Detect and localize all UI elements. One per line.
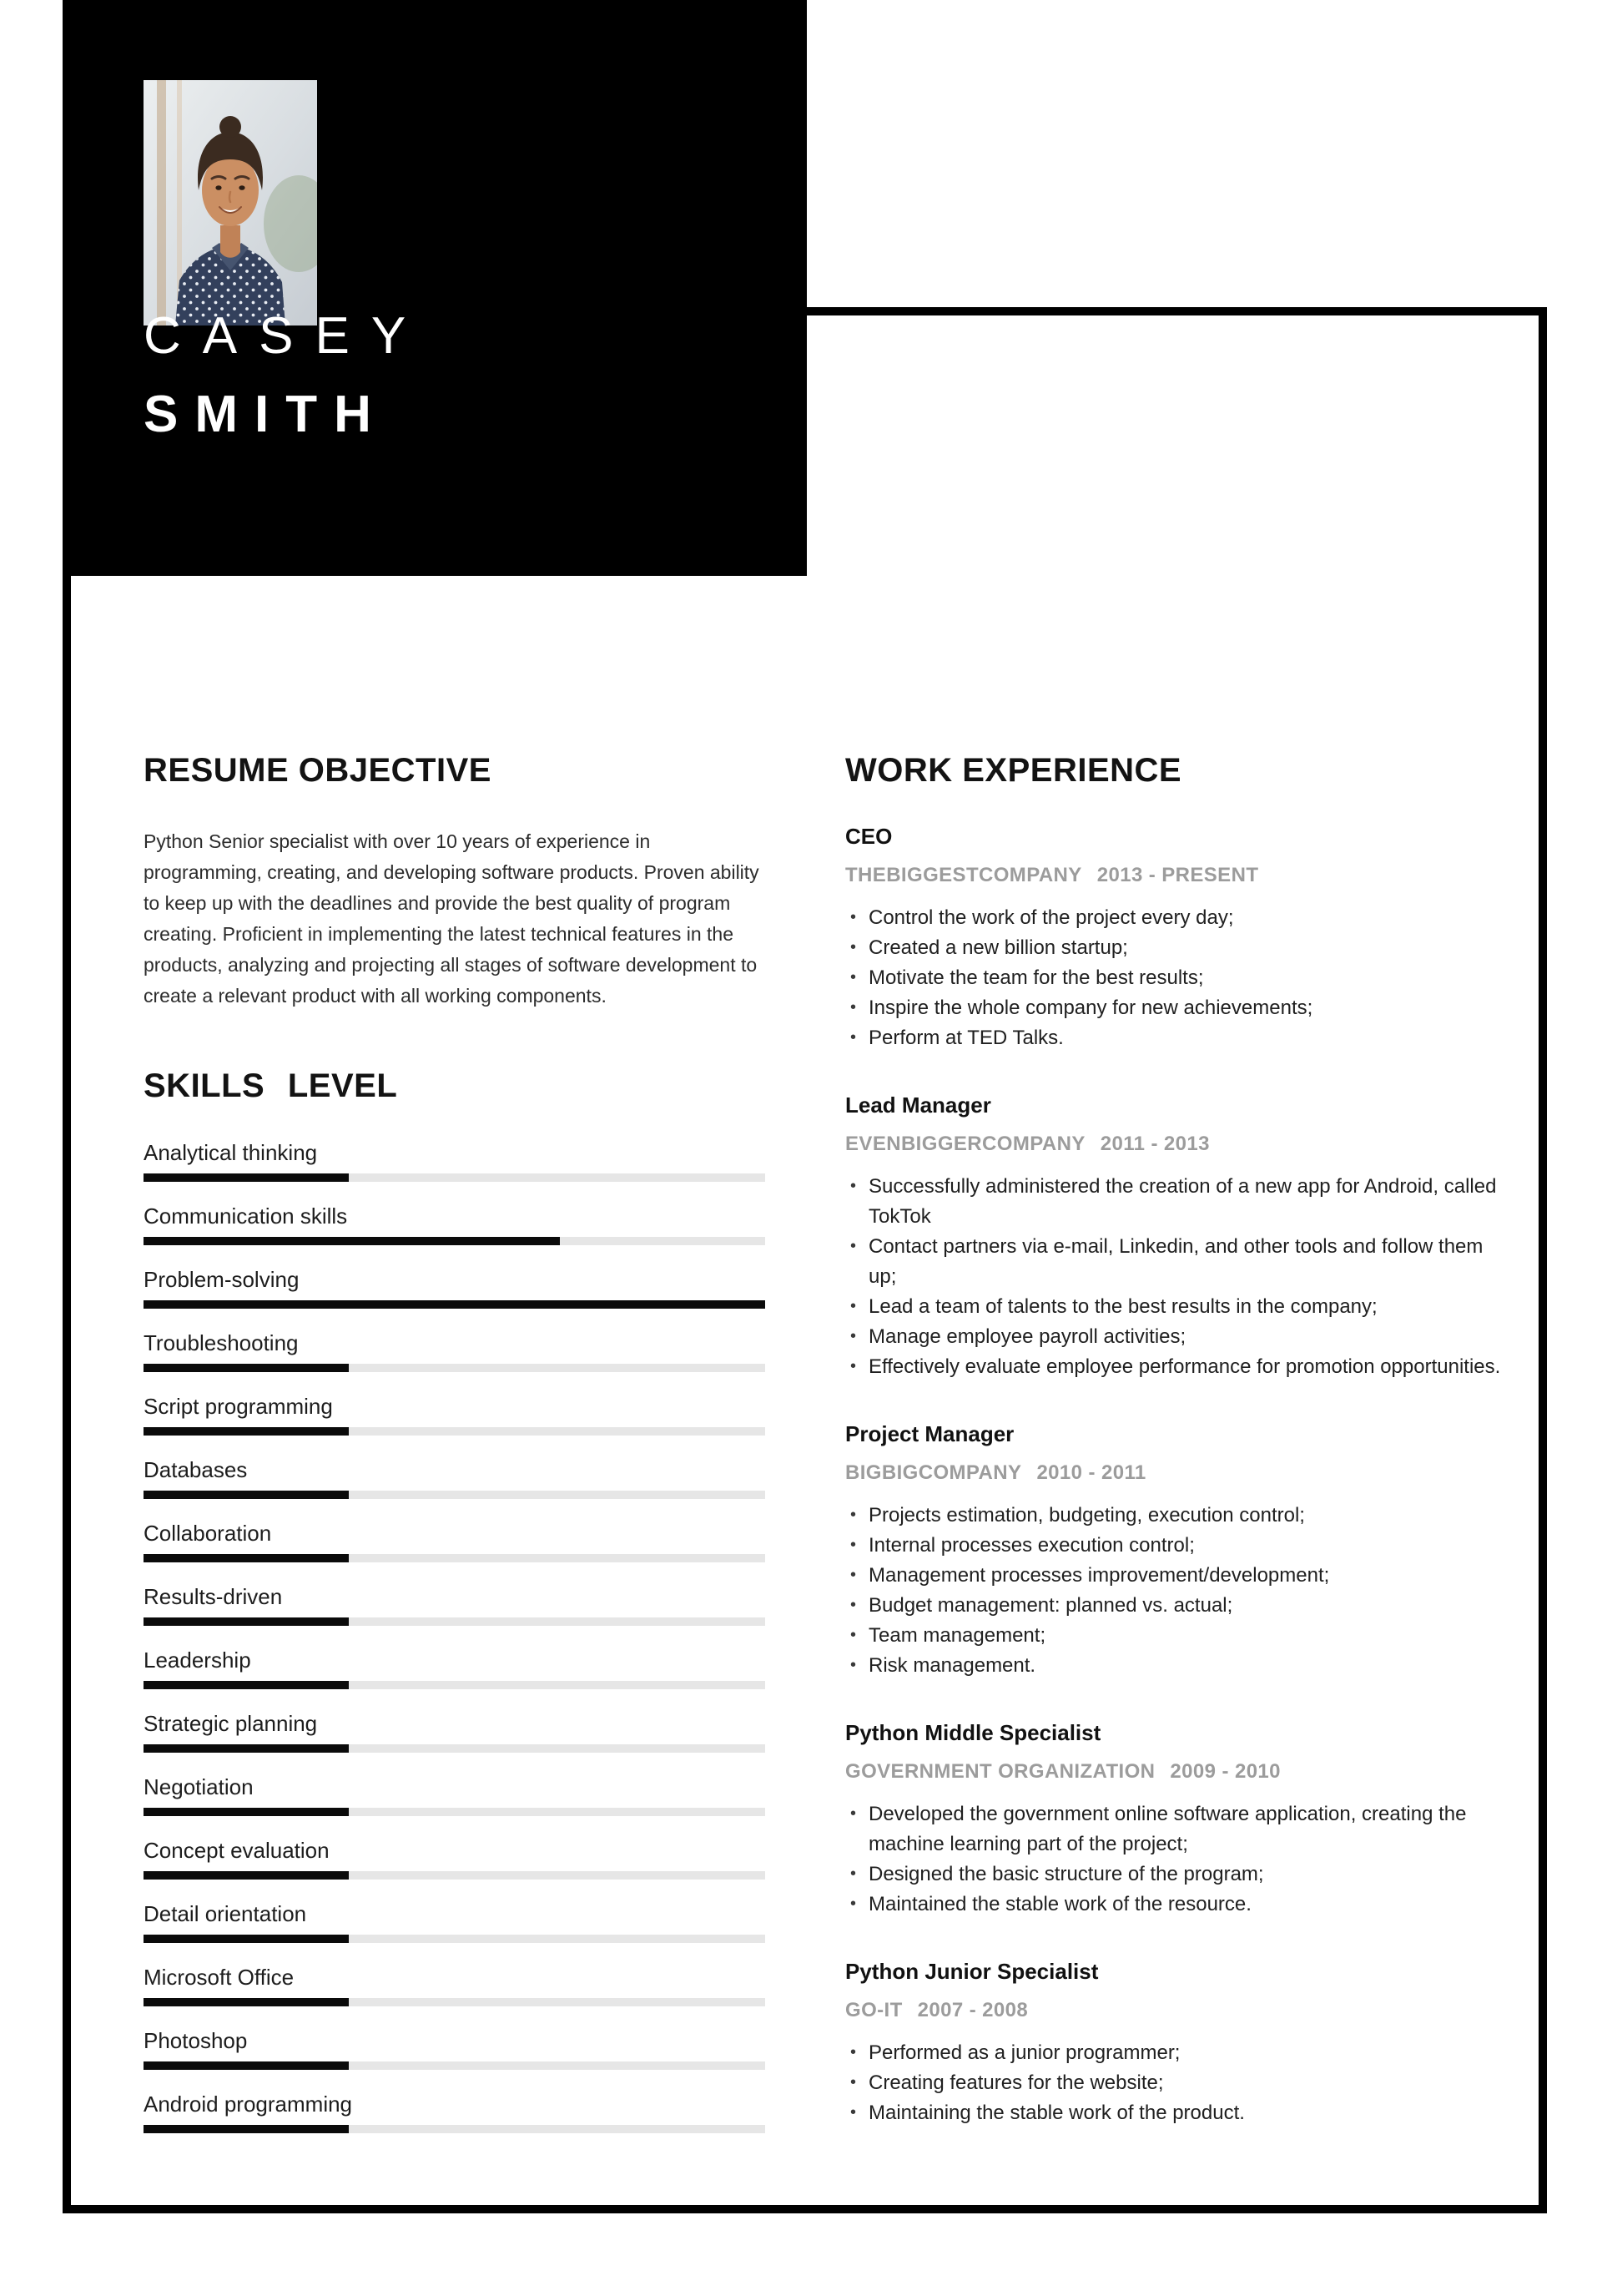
- skill-label: Analytical thinking: [144, 1140, 318, 1165]
- objective-text: Python Senior specialist with over 10 years of experience in programming, creating, and developing software products. Proven ability to keep up with the deadlines and provide the best quality of program creating. Proficient in implementing the latest technical features in the products, analyzing and projecting all stages of software development to create a relevant product with all working components.: [144, 830, 759, 1007]
- skill-bar-track: [144, 1491, 765, 1499]
- job-role: Python Junior Specialist: [845, 1959, 1099, 1984]
- bullet-dot-icon: •: [850, 1596, 857, 1614]
- profile-photo: [144, 80, 317, 325]
- skill-bar-track: [144, 1300, 765, 1309]
- job-bullet: [845, 1591, 1504, 1621]
- skill-row: [144, 1330, 765, 1372]
- job-period: 2010 - 2011: [1036, 1461, 1146, 1484]
- job-bullet-text: Manage employee payroll activities;: [869, 1325, 1186, 1348]
- bullet-dot-icon: •: [850, 1177, 857, 1195]
- job-bullet: [845, 1292, 1504, 1322]
- skill-label: Microsoft Office: [144, 1965, 295, 1990]
- skill-label: Communication skills: [144, 1204, 348, 1229]
- skill-bar-track: [144, 1554, 765, 1562]
- skill-row: [144, 1584, 765, 1626]
- skill-bar-fill: [144, 1427, 349, 1436]
- skill-bar-track: [144, 2061, 765, 2070]
- skill-bar-track: [144, 1173, 765, 1182]
- right-column: [845, 751, 1504, 2128]
- job-bullet: [845, 933, 1504, 963]
- job-bullet-text: Control the work of the project every day;: [869, 906, 1234, 929]
- skill-bar-track: [144, 1744, 765, 1753]
- job-bullet-text: Effectively evaluate employee performance for promotion opportunities.: [869, 1355, 1501, 1378]
- bullet-dot-icon: •: [850, 2073, 857, 2092]
- bullet-dot-icon: •: [850, 1028, 857, 1047]
- profile-photo-illustration: [144, 80, 317, 325]
- job-bullet: [845, 1232, 1504, 1292]
- skill-bar-fill: [144, 1554, 349, 1562]
- skill-bar-track: [144, 1364, 765, 1372]
- bullet-dot-icon: •: [850, 1566, 857, 1584]
- skill-bar-fill: [144, 1998, 349, 2006]
- job-bullet-text: Inspire the whole company for new achievements;: [869, 997, 1313, 1019]
- skill-bar-fill: [144, 1300, 765, 1309]
- skill-bar-fill: [144, 1237, 560, 1245]
- bullet-dot-icon: •: [850, 1237, 857, 1255]
- job-period: 2011 - 2013: [1100, 1133, 1210, 1155]
- job-bullet: [845, 1172, 1504, 1232]
- skill-bar-track: [144, 1871, 765, 1880]
- skill-bar-fill: [144, 1491, 349, 1499]
- bullet-dot-icon: •: [850, 1865, 857, 1883]
- job-company-line: [845, 1998, 1504, 2023]
- skill-bar-fill: [144, 1871, 349, 1880]
- job-bullet-text: Internal processes execution control;: [869, 1534, 1195, 1557]
- job-entry: [845, 1958, 1504, 2128]
- job-bullet: [845, 1501, 1504, 1531]
- skill-bar-track: [144, 1808, 765, 1816]
- job-bullets: [845, 1172, 1504, 1382]
- job-entry: [845, 1092, 1504, 1382]
- job-bullet: [845, 2038, 1504, 2068]
- skill-row: [144, 1774, 765, 1816]
- job-company-line: [845, 1132, 1504, 1157]
- job-company-line: [845, 1759, 1504, 1784]
- job-bullets: [845, 1501, 1504, 1681]
- job-bullet: [845, 1621, 1504, 1651]
- bullet-dot-icon: •: [850, 1357, 857, 1375]
- bullet-dot-icon: •: [850, 2103, 857, 2122]
- bullet-dot-icon: •: [850, 1536, 857, 1554]
- bullet-dot-icon: •: [850, 1506, 857, 1524]
- job-bullet: [845, 1322, 1504, 1352]
- job-bullet: [845, 963, 1504, 993]
- skill-row: [144, 1965, 765, 2006]
- skill-bar-track: [144, 2125, 765, 2133]
- skill-label: Results-driven: [144, 1584, 283, 1609]
- job-bullet: [845, 1531, 1504, 1561]
- bullet-dot-icon: •: [850, 1804, 857, 1823]
- job-period: 2007 - 2008: [917, 1999, 1029, 2021]
- last-name: SMITH: [144, 386, 388, 443]
- job-bullet-text: Performed as a junior programmer;: [869, 2041, 1181, 2064]
- objective-title: RESUME OBJECTIVE: [144, 752, 491, 789]
- job-bullet-text: Perform at TED Talks.: [869, 1027, 1064, 1049]
- skill-bar-track: [144, 1237, 765, 1245]
- job-bullet: [845, 1561, 1504, 1591]
- skill-bar-track: [144, 1998, 765, 2006]
- skill-label: Concept evaluation: [144, 1838, 330, 1863]
- skill-bar-track: [144, 1427, 765, 1436]
- job-bullet: [845, 2098, 1504, 2128]
- job-bullet-text: Maintaining the stable work of the product.: [869, 2102, 1245, 2124]
- bullet-dot-icon: •: [850, 908, 857, 926]
- job-bullet-text: Created a new billion startup;: [869, 936, 1128, 959]
- jobs-list: [845, 823, 1504, 2128]
- skill-bar-track: [144, 1935, 765, 1943]
- job-bullets: [845, 1799, 1504, 1920]
- job-role: CEO: [845, 824, 893, 849]
- bullet-dot-icon: •: [850, 1656, 857, 1674]
- skill-bar-fill: [144, 1617, 349, 1626]
- bullet-dot-icon: •: [850, 1327, 857, 1345]
- bullet-dot-icon: •: [850, 2043, 857, 2061]
- header-block: [63, 0, 807, 576]
- job-bullet: [845, 1352, 1504, 1382]
- job-company: THEBIGGESTCOMPANY: [845, 864, 1082, 886]
- job-bullet-text: Risk management.: [869, 1654, 1036, 1677]
- skills-title: SKILLS LEVEL: [144, 1067, 398, 1104]
- job-period: 2013 - PRESENT: [1096, 864, 1259, 886]
- job-bullet-text: Lead a team of talents to the best results in the company;: [869, 1295, 1378, 1318]
- job-bullet: [845, 1651, 1504, 1681]
- skill-bar-fill: [144, 1173, 349, 1182]
- skill-label: Android programming: [144, 2092, 353, 2117]
- skill-row: [144, 1457, 765, 1499]
- job-role: Project Manager: [845, 1421, 1015, 1446]
- job-entry: [845, 1719, 1504, 1920]
- job-period: 2009 - 2010: [1170, 1760, 1281, 1783]
- skill-bar-fill: [144, 1744, 349, 1753]
- job-bullet-text: Maintained the stable work of the resource.: [869, 1893, 1252, 1915]
- skill-bar-fill: [144, 2125, 349, 2133]
- job-bullet: [845, 1890, 1504, 1920]
- skill-bar-fill: [144, 2061, 349, 2070]
- skill-row: [144, 1140, 765, 1182]
- job-company-line: [845, 863, 1504, 888]
- job-company: EVENBIGGERCOMPANY: [845, 1133, 1086, 1155]
- skill-label: Script programming: [144, 1394, 333, 1419]
- skills-list: [144, 1140, 765, 2133]
- job-bullet-text: Developed the government online software application, creating the machine learning part of the project;: [869, 1803, 1467, 1855]
- job-company: GO-IT: [845, 1999, 903, 2021]
- job-company: BIGBIGCOMPANY: [845, 1461, 1022, 1484]
- skill-row: [144, 2028, 765, 2070]
- skill-row: [144, 1901, 765, 1943]
- job-bullet: [845, 1799, 1504, 1860]
- job-company-line: [845, 1461, 1504, 1486]
- job-bullet-text: Successfully administered the creation of a new app for Android, called TokTok: [869, 1175, 1497, 1228]
- skill-label: Detail orientation: [144, 1901, 307, 1926]
- skill-label: Leadership: [144, 1648, 251, 1673]
- job-bullet-text: Creating features for the website;: [869, 2071, 1164, 2094]
- job-role: Lead Manager: [845, 1092, 991, 1118]
- bullet-dot-icon: •: [850, 1895, 857, 1913]
- skill-bar-fill: [144, 1808, 349, 1816]
- skill-row: [144, 1838, 765, 1880]
- skill-bar-fill: [144, 1364, 349, 1372]
- skill-row: [144, 1521, 765, 1562]
- first-name: CASEY: [144, 307, 428, 365]
- skill-row: [144, 1267, 765, 1309]
- skill-row: [144, 1394, 765, 1436]
- job-bullet-text: Budget management: planned vs. actual;: [869, 1594, 1233, 1617]
- skill-bar-fill: [144, 1935, 349, 1943]
- job-company: GOVERNMENT ORGANIZATION: [845, 1760, 1156, 1783]
- job-bullet-text: Designed the basic structure of the program;: [869, 1863, 1264, 1885]
- skill-label: Negotiation: [144, 1774, 254, 1799]
- job-entry: [845, 823, 1504, 1053]
- skill-row: [144, 1711, 765, 1753]
- skill-row: [144, 2092, 765, 2133]
- job-bullet-text: Projects estimation, budgeting, execution control;: [869, 1504, 1305, 1526]
- job-entry: [845, 1420, 1504, 1681]
- job-bullet-text: Management processes improvement/development;: [869, 1564, 1330, 1587]
- skill-label: Collaboration: [144, 1521, 272, 1546]
- skill-bar-track: [144, 1617, 765, 1626]
- job-bullet: [845, 2068, 1504, 2098]
- bullet-dot-icon: •: [850, 1626, 857, 1644]
- job-bullet-text: Motivate the team for the best results;: [869, 966, 1204, 989]
- work-experience-title: WORK EXPERIENCE: [845, 752, 1182, 789]
- skill-bar-track: [144, 1681, 765, 1689]
- skill-row: [144, 1648, 765, 1689]
- bullet-dot-icon: •: [850, 938, 857, 956]
- bullet-dot-icon: •: [850, 968, 857, 987]
- job-bullet: [845, 903, 1504, 933]
- skill-label: Strategic planning: [144, 1711, 318, 1736]
- skill-row: [144, 1204, 765, 1245]
- skill-label: Problem-solving: [144, 1267, 300, 1292]
- skill-label: Photoshop: [144, 2028, 248, 2053]
- job-role: Python Middle Specialist: [845, 1720, 1101, 1745]
- job-bullet: [845, 1023, 1504, 1053]
- job-bullet: [845, 1860, 1504, 1890]
- skill-label: Troubleshooting: [144, 1330, 299, 1355]
- job-bullet-text: Contact partners via e-mail, Linkedin, and other tools and follow them up;: [869, 1235, 1484, 1288]
- job-bullets: [845, 2038, 1504, 2128]
- bullet-dot-icon: •: [850, 998, 857, 1017]
- skill-label: Databases: [144, 1457, 248, 1482]
- job-bullet: [845, 993, 1504, 1023]
- job-bullets: [845, 903, 1504, 1053]
- bullet-dot-icon: •: [850, 1297, 857, 1315]
- skill-bar-fill: [144, 1681, 349, 1689]
- job-bullet-text: Team management;: [869, 1624, 1046, 1647]
- left-column: [144, 751, 765, 2155]
